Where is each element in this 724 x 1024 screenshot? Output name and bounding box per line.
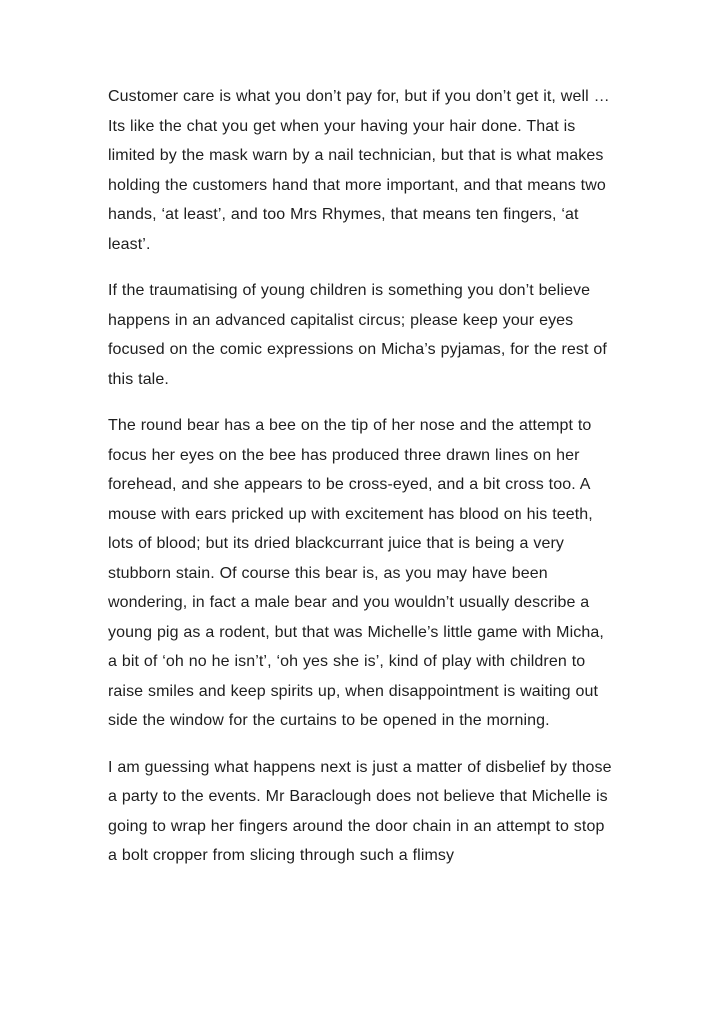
paragraph-traumatising-children: If the traumatising of young children is something you don’t believe happens in an advanced capitalist circus; please keep your eyes focused on the comic expressions on Micha’s pyjamas, for the rest of this tale.: [108, 282, 607, 388]
paragraph-what-happens-next: I am guessing what happens next is just a matter of disbelief by those a party to the events. Mr Baraclough does not believe that Michelle is going to wrap her fingers around the door chain in an attempt to stop a bolt cropper from slicing through such a flimsy: [108, 758, 612, 864]
paragraph-round-bear: The round bear has a bee on the tip of her nose and the attempt to focus her eyes on the bee has produced three drawn lines on her forehead, and she appears to be cross-eyed, and a bit cross too. A mouse with ears pricked up with excitement has blood on his teeth, lots of blood; but its dried blackcurrant juice that is being a very stubborn stain. Of course this bear is, as you may have been wondering, in fact a male bear and you wouldn’t usually describe a young pig as a rodent, but that was Michelle’s little game with Micha, a bit of ‘oh no he isn’t’, ‘oh yes she is’, kind of play with children to raise smiles and keep spirits up, when disappointment is waiting out side the window for the curtains to be opened in the morning.: [108, 417, 604, 729]
paragraph-customer-care: Customer care is what you don’t pay for, but if you don’t get it, well … Its like the chat you get when your having your hair done. That is limited by the mask warn by a nail technician, but that is what makes holding the customers hand that more important, and that means two hands, ‘at least’, and too Mrs Rhymes, that means ten fingers, ‘at least’.: [108, 88, 610, 253]
document-text-block: [108, 82, 616, 888]
